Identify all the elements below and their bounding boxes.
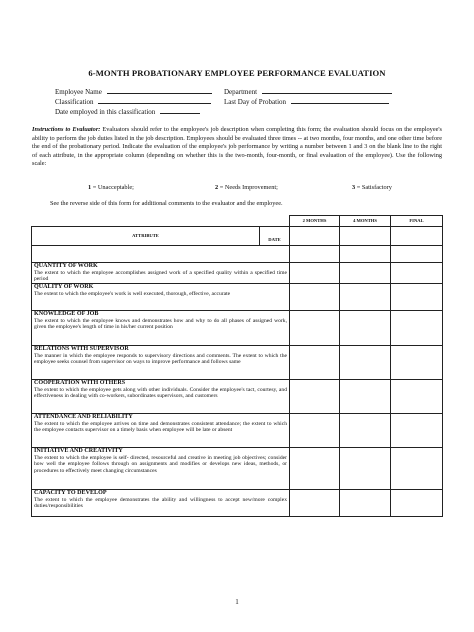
attribute-cell bbox=[32, 263, 290, 284]
scale-2-text: = Needs Improvement; bbox=[218, 184, 278, 191]
table-row bbox=[32, 380, 443, 414]
scale-3-text: = Satisfactory bbox=[355, 184, 392, 191]
rating-cell-final[interactable] bbox=[391, 284, 443, 311]
attribute-name: QUALITY OF WORK bbox=[34, 284, 94, 290]
attribute-name: CAPACITY TO DEVELOP bbox=[34, 490, 107, 496]
rating-cell-final[interactable] bbox=[391, 263, 443, 284]
table-row bbox=[32, 346, 443, 380]
attribute-cell bbox=[32, 311, 290, 346]
attribute-name: COOPERATION WITH OTHERS bbox=[34, 380, 126, 386]
date-cell-2-months[interactable] bbox=[290, 227, 340, 246]
date-employed-label: Date employed in this classification bbox=[55, 108, 156, 116]
attribute-cell bbox=[32, 346, 290, 380]
col-header-4-months: 4 MONTHS bbox=[340, 216, 391, 227]
rating-cell-2-months[interactable] bbox=[290, 414, 340, 448]
table-row bbox=[32, 263, 443, 284]
rating-cell-4-months[interactable] bbox=[340, 284, 391, 311]
col-header-2-months: 2 MONTHS bbox=[290, 216, 340, 227]
attribute-name: RELATIONS WITH SUPERVISOR bbox=[34, 346, 129, 352]
department-label: Department bbox=[224, 88, 258, 96]
rating-cell-4-months[interactable] bbox=[340, 346, 391, 380]
classification-label: Classification bbox=[55, 98, 94, 106]
rating-cell-4-months[interactable] bbox=[340, 448, 391, 490]
attribute-cell bbox=[32, 284, 290, 311]
rating-cell-final[interactable] bbox=[391, 490, 443, 517]
attribute-description: The extent to which the employee is self- directed, resourceful and creative in meeting job objectives; consider how well the employee follows through on assignments and modifies or develops new ideas, methods, or procedures to effectively meet changing circumstances bbox=[34, 454, 287, 474]
attribute-description: The extent to which the employee gets along with other individuals. Consider the employee's tact, courtesy, and effectiveness in dealing with co-workers, subordinates supervisors, and customers bbox=[34, 386, 287, 400]
scale-2 bbox=[215, 184, 278, 191]
attribute-name: ATTENDANCE AND RELIABILITY bbox=[34, 414, 133, 420]
rating-cell-4-months[interactable] bbox=[340, 414, 391, 448]
attribute-name: QUANTITY OF WORK bbox=[34, 263, 98, 269]
attribute-name: KNOWLEDGE OF JOB bbox=[34, 311, 99, 317]
last-day-label: Last Day of Probation bbox=[224, 98, 287, 106]
rating-cell-2-months[interactable] bbox=[290, 284, 340, 311]
header-row-1 bbox=[32, 216, 443, 227]
last-day-field[interactable] bbox=[291, 97, 389, 104]
scale-2-number: 2 bbox=[215, 184, 219, 191]
attribute-description: The extent to which the employee accomplishes assigned work of a specified quality within a specified time period bbox=[34, 269, 287, 283]
instructions-paragraph bbox=[32, 126, 442, 169]
rating-cell-2-months[interactable] bbox=[290, 311, 340, 346]
scale-3 bbox=[352, 184, 392, 191]
classification-row bbox=[55, 97, 211, 106]
scale-1-text: = Unacceptable; bbox=[91, 184, 134, 191]
attribute-cell bbox=[32, 490, 290, 517]
employee-name-field[interactable] bbox=[107, 87, 212, 94]
rating-cell-final[interactable] bbox=[391, 380, 443, 414]
rating-cell-final[interactable] bbox=[391, 414, 443, 448]
rating-cell-4-months[interactable] bbox=[340, 311, 391, 346]
rating-cell-final[interactable] bbox=[391, 448, 443, 490]
date-employed-field[interactable] bbox=[160, 107, 200, 114]
table-row bbox=[32, 414, 443, 448]
attribute-description: The extent to which the employee demonstrates the ability and willingness to accept new/more complex duties/responsibilities bbox=[34, 496, 287, 510]
rating-cell-2-months[interactable] bbox=[290, 263, 340, 284]
table-row bbox=[32, 448, 443, 490]
employee-name-row bbox=[55, 87, 212, 96]
instructions-body: Evaluators should refer to the employee's job description when completing this form; the evaluation should focus on the employee's ability to perform the job duties listed in the job description. Employees should be evaluated three times -- at two months, four months, and one other time before the end of the probationary period. Indicate the evaluation of the employee's job performance by writing a number between 1 and 3 on the blank line to the right of each attribute, in the appropriate column (depending on whether this is the two-month, four-month, or final evaluation of the employee). Use the following scale: bbox=[32, 126, 442, 168]
attribute-cell bbox=[32, 380, 290, 414]
date-cell-final[interactable] bbox=[391, 227, 443, 246]
department-field[interactable] bbox=[262, 87, 392, 94]
attribute-cell bbox=[32, 414, 290, 448]
scale-1-number: 1 bbox=[88, 184, 92, 191]
rating-cell-2-months[interactable] bbox=[290, 490, 340, 517]
header-row-2 bbox=[32, 227, 443, 237]
evaluation-table bbox=[31, 215, 443, 517]
rating-cell-2-months[interactable] bbox=[290, 380, 340, 414]
department-row bbox=[224, 87, 392, 96]
rating-cell-final[interactable] bbox=[391, 311, 443, 346]
attribute-description: The extent to which the employee's work is well executed, thorough, effective, accurate bbox=[34, 290, 231, 297]
last-day-row bbox=[224, 97, 389, 106]
col-header-final: FINAL bbox=[391, 216, 443, 227]
table-row bbox=[32, 490, 443, 517]
rating-cell-4-months[interactable] bbox=[340, 380, 391, 414]
date-cell-4-months[interactable] bbox=[340, 227, 391, 246]
reverse-note: See the reverse side of this form for additional comments to the evaluator and the employee. bbox=[50, 200, 283, 207]
classification-field[interactable] bbox=[98, 97, 211, 104]
attribute-cell bbox=[32, 448, 290, 490]
rating-cell-final[interactable] bbox=[391, 346, 443, 380]
attribute-name: INITIATIVE AND CREATIVITY bbox=[34, 448, 123, 454]
rating-cell-2-months[interactable] bbox=[290, 448, 340, 490]
rating-cell-2-months[interactable] bbox=[290, 346, 340, 380]
page-title: 6-MONTH PROBATIONARY EMPLOYEE PERFORMANCE EVALUATION bbox=[88, 68, 386, 78]
attribute-description: The extent to which the employee arrives on time and demonstrates consistent attendance; the extent to which the employee contacts supervisor on a timely basis when employee will be late or absent bbox=[34, 420, 287, 434]
employee-name-label: Employee Name bbox=[55, 88, 102, 96]
scale-1 bbox=[88, 184, 134, 191]
date-employed-row bbox=[55, 107, 200, 116]
rating-cell-4-months[interactable] bbox=[340, 263, 391, 284]
rating-cell-4-months[interactable] bbox=[340, 490, 391, 517]
attribute-description: The extent to which the employee knows and demonstrates how and why to do all phases of assigned work, given the employee's length of time in his/her current position bbox=[34, 317, 287, 331]
table-row bbox=[32, 284, 443, 311]
attribute-header: ATTRIBUTE bbox=[32, 227, 260, 246]
attribute-description: The manner in which the employee responds to supervisory directions and comments. The extent to which the employee seeks counsel from supervisor on ways to improve performance and follows same bbox=[34, 352, 287, 366]
instructions-lead: Instructions to Evaluator: bbox=[32, 126, 101, 133]
date-header: DATE bbox=[260, 237, 290, 246]
scale-3-number: 3 bbox=[352, 184, 356, 191]
table-row bbox=[32, 311, 443, 346]
page-number: 1 bbox=[235, 598, 239, 606]
spacer-row bbox=[32, 246, 443, 263]
